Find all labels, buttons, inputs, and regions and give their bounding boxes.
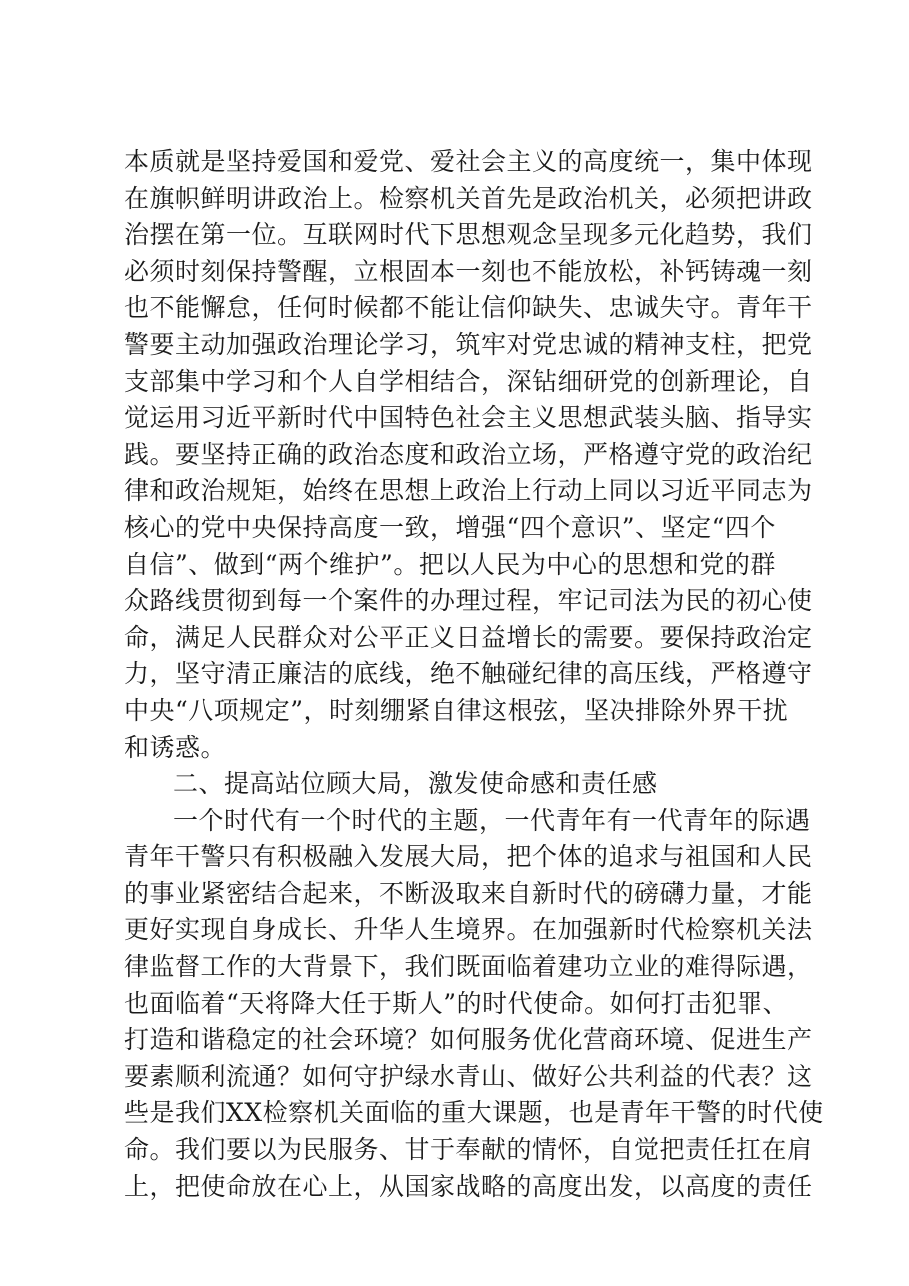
- text-line: 命。我们要以为民服务、甘于奉献的情怀，自觉把责任扛在肩: [124, 1135, 813, 1165]
- text-line: 更好实现自身成长、升华人生境界。在加强新时代检察机关法: [124, 915, 813, 945]
- text-line: 也不能懈怠，任何时候都不能让信仰缺失、忠诚失守。青年干: [124, 293, 813, 323]
- text-line: 要素顺利流通？如何守护绿水青山、做好公共利益的代表？这: [124, 1061, 813, 1091]
- text-line: 众路线贯彻到每一个案件的办理过程，牢记司法为民的初心使: [124, 586, 813, 616]
- section-heading: 二、提高站位顾大局，激发使命感和责任感: [173, 769, 658, 799]
- text-line: 本质就是坚持爱国和爱党、爱社会主义的高度统一，集中体现: [124, 147, 813, 176]
- text-line: 些是我们XX检察机关面临的重大课题，也是青年干警的时代使: [124, 1098, 824, 1128]
- document-body: [124, 144, 824, 1205]
- text-line: 的事业紧密结合起来，不断汲取来自新时代的磅礴力量，才能: [124, 878, 813, 908]
- text-line: 律和政治规矩，始终在思想上政治上行动上同以习近平同志为: [124, 476, 813, 506]
- text-line: 也面临着“天将降大任于斯人”的时代使命。如何打击犯罪、: [124, 988, 789, 1018]
- text-line: 治摆在第一位。互联网时代下思想观念呈现多元化趋势，我们: [124, 220, 813, 250]
- text-line: 在旗帜鲜明讲政治上。检察机关首先是政治机关，必须把讲政: [124, 183, 813, 213]
- text-line: 核心的党中央保持高度一致，增强“四个意识”、坚定“四个: [124, 512, 776, 542]
- text-line: 必须时刻保持警醒，立根固本一刻也不能放松，补钙铸魂一刻: [124, 256, 813, 286]
- text-line: 中央“八项规定”，时刻绷紧自律这根弦，坚决排除外界干扰: [124, 695, 789, 725]
- text-line: 打造和谐稳定的社会环境？如何服务优化营商环境、促进生产: [124, 1025, 813, 1055]
- text-line: 上，把使命放在心上，从国家战略的高度出发，以高度的责任: [124, 1171, 813, 1201]
- text-line: 觉运用习近平新时代中国特色社会主义思想武装头脑、指导实: [124, 403, 813, 433]
- text-line: 青年干警只有积极融入发展大局，把个体的追求与祖国和人民: [124, 842, 813, 872]
- text-line: 律监督工作的大背景下，我们既面临着建功立业的难得际遇，: [124, 952, 813, 982]
- text-line: 自信”、做到“两个维护”。把以人民为中心的思想和党的群: [124, 549, 776, 579]
- text-line: 命，满足人民群众对公平正义日益增长的需要。要保持政治定: [124, 622, 813, 652]
- paragraph-first-line: 一个时代有一个时代的主题，一代青年有一代青年的际遇: [173, 805, 811, 835]
- text-line: 力，坚守清正廉洁的底线，绝不触碰纪律的高压线，严格遵守: [124, 659, 813, 689]
- text-line: 践。要坚持正确的政治态度和政治立场，严格遵守党的政治纪: [124, 439, 813, 469]
- text-line: 和诱惑。: [124, 732, 227, 762]
- text-line: 警要主动加强政治理论学习，筑牢对党忠诚的精神支柱，把党: [124, 329, 813, 359]
- text-line: 支部集中学习和个人自学相结合，深钻细研党的创新理论，自: [124, 366, 813, 396]
